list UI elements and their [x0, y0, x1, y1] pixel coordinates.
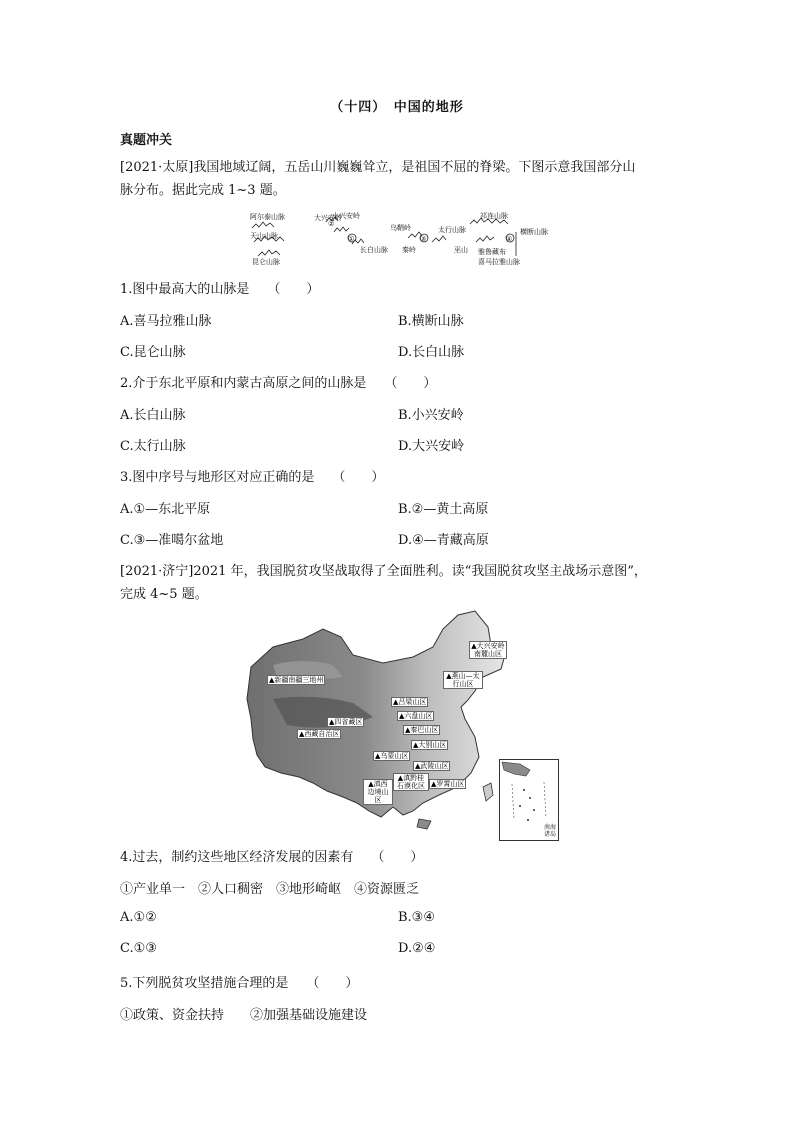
- inset-coast: [502, 762, 530, 776]
- question-2-stem: 2.介于东北平原和内蒙古高原之间的山脉是: [120, 376, 367, 391]
- fig-label: 巫山: [454, 246, 468, 254]
- fig-label: 乌鞘岭: [390, 224, 411, 232]
- map-label: ▲大别山区: [413, 741, 447, 749]
- fig-label: 大兴安岭: [314, 214, 342, 222]
- option-a: A.①—东北平原: [120, 502, 211, 517]
- question-4-choices: ①产业单一 ②人口稠密 ③地形崎岖 ④资源匮乏: [120, 882, 420, 897]
- map-label: ▲燕山—太行山区: [443, 671, 483, 689]
- mountain-range-figure: [248, 208, 548, 268]
- taiwan-island: [483, 783, 493, 801]
- fig-label: 雅鲁藏布: [478, 248, 506, 256]
- fig-label: ①: [348, 235, 355, 243]
- option-d: D.大兴安岭: [398, 439, 465, 454]
- map-label: ▲吕梁山区: [393, 698, 427, 706]
- option-d: D.长白山脉: [398, 345, 465, 360]
- question-5-stem: 5.下列脱贫攻坚措施合理的是: [120, 976, 289, 991]
- option-a: A.喜马拉雅山脉: [120, 314, 212, 329]
- inset-dash-line: [512, 782, 546, 820]
- option-c: C.③—准噶尔盆地: [120, 533, 224, 548]
- option-b: B.横断山脉: [398, 314, 464, 329]
- intro-2-line-1: [2021·济宁]2021 年，我国脱贫攻坚战取得了全面胜利。读“我国脱贫攻坚主战场示意图”，: [120, 564, 647, 579]
- fig-label: 昆仑山脉: [252, 258, 280, 266]
- intro-paragraph-2: [120, 560, 680, 606]
- option-b: B.②—黄土高原: [398, 502, 489, 517]
- hainan-island: [417, 819, 431, 829]
- question-4-stem: 4.过去，制约这些地区经济发展的因素有: [120, 850, 354, 865]
- china-poverty-map: [243, 607, 556, 838]
- intro-2-line-2: 完成 4~5 题。: [120, 587, 208, 602]
- map-label: ▲罗霄山区: [431, 780, 465, 788]
- mountain-range-glyph: [334, 227, 349, 232]
- map-label: ▲乌蒙山区: [375, 752, 409, 760]
- answer-paren: （ ）: [267, 282, 320, 297]
- option-d: D.②④: [398, 941, 436, 956]
- map-label: ▲大兴安岭南麓山区: [469, 641, 507, 659]
- option-c: C.①③: [120, 941, 157, 956]
- map-label: ▲滇西边境山区: [363, 779, 393, 805]
- mountain-sketch-svg: [248, 208, 548, 268]
- map-label: ▲四省藏区: [329, 718, 363, 726]
- option-a: A.①②: [120, 910, 157, 925]
- question-4: [120, 846, 423, 865]
- fig-label: ②: [328, 220, 335, 228]
- map-label: ▲新疆南疆三地州: [269, 676, 324, 684]
- map-label: ▲滇黔桂石漠化区: [393, 773, 429, 791]
- option-a: A.长白山脉: [120, 408, 186, 423]
- mountain-range-glyph: [432, 236, 446, 242]
- fig-label: 天山山脉: [250, 232, 278, 240]
- question-1: [120, 278, 319, 297]
- mountain-range-glyph: [476, 236, 494, 242]
- fig-label: ③: [420, 235, 427, 243]
- question-5: [120, 972, 358, 991]
- answer-paren: （ ）: [306, 976, 359, 991]
- inset-label: 南海诸岛: [543, 824, 556, 838]
- question-2: [120, 372, 436, 391]
- question-1-stem: 1.图中最高大的山脉是: [120, 282, 250, 297]
- answer-paren: （ ）: [332, 470, 385, 485]
- fig-label: 喜马拉雅山脉: [478, 258, 520, 266]
- fig-label: ④: [506, 235, 513, 243]
- answer-paren: （ ）: [371, 850, 424, 865]
- fig-label: 横断山脉: [520, 228, 548, 236]
- map-label: ▲六盘山区: [399, 712, 433, 720]
- fig-label: 秦岭: [402, 246, 416, 254]
- map-label: ▲武陵山区: [415, 762, 449, 770]
- page-title: （十四） 中国的地形: [330, 100, 464, 115]
- option-c: C.昆仑山脉: [120, 345, 186, 360]
- intro-1-line-1: [2021·太原]我国地域辽阔，五岳山川巍巍耸立，是祖国不屈的脊梁。下图示意我国部分山: [120, 160, 636, 175]
- question-3-stem: 3.图中序号与地形区对应正确的是: [120, 470, 315, 485]
- fig-label: 祁连山脉: [480, 212, 508, 220]
- map-label: ▲西藏自治区: [299, 730, 340, 738]
- south-china-sea-inset: [499, 759, 559, 841]
- intro-1-line-2: 脉分布。据此完成 1~3 题。: [120, 183, 286, 198]
- mountain-range-glyph: [252, 222, 274, 228]
- option-d: D.④—青藏高原: [398, 533, 489, 548]
- fig-label: 太行山脉: [438, 226, 466, 234]
- fig-label: 小兴安岭: [332, 212, 360, 220]
- option-b: B.③④: [398, 910, 435, 925]
- mountain-range-glyph: [258, 250, 280, 256]
- intro-paragraph-1: [120, 156, 680, 202]
- question-3: [120, 466, 384, 485]
- question-5-choices: ①政策、资金扶持 ②加强基础设施建设: [120, 1008, 368, 1023]
- section-heading: 真题冲关: [120, 133, 173, 148]
- answer-paren: （ ）: [384, 376, 437, 391]
- fig-label: 长白山脉: [360, 246, 388, 254]
- map-label: ▲秦巴山区: [405, 726, 439, 734]
- fig-label: 阿尔泰山脉: [250, 213, 285, 221]
- option-c: C.太行山脉: [120, 439, 186, 454]
- option-b: B.小兴安岭: [398, 408, 464, 423]
